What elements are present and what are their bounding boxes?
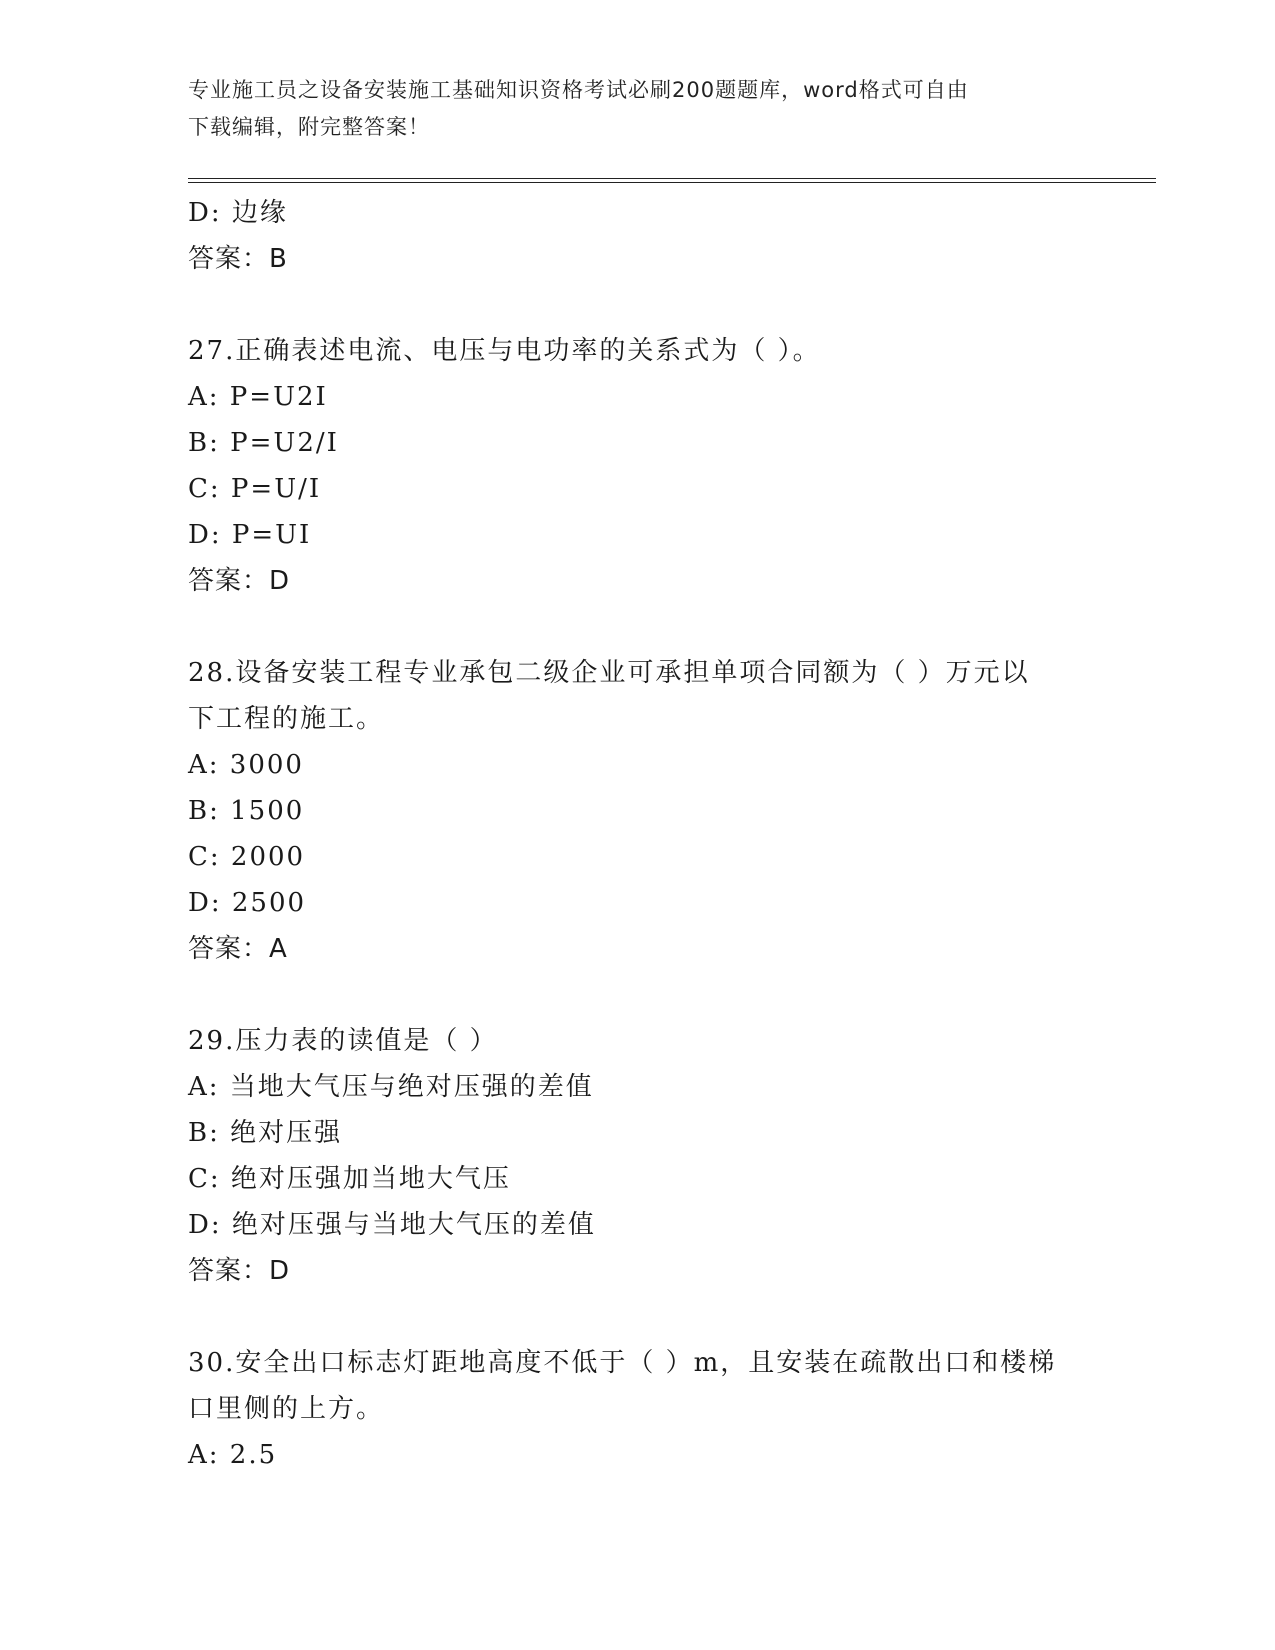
- question-stem-line-1: 30.安全出口标志灯距地高度不低于（ ）m，且安装在疏散出口和楼梯: [188, 1348, 1057, 1378]
- spacer: [188, 604, 1088, 650]
- option-c: C: P=U/I: [188, 474, 322, 504]
- option-d: D: 2500: [188, 888, 307, 918]
- option-b: B: 1500: [188, 796, 305, 826]
- option-d: D: 绝对压强与当地大气压的差值: [188, 1210, 596, 1240]
- option-c: C: 2000: [188, 842, 306, 872]
- option-b: B: 绝对压强: [188, 1118, 343, 1148]
- option-d: D: 边缘: [188, 198, 288, 228]
- option-a: A: 当地大气压与绝对压强的差值: [188, 1072, 594, 1102]
- answer-label: 答案：D: [188, 1256, 291, 1286]
- question-stem-line-2: 口里侧的上方。: [188, 1394, 385, 1424]
- question-stem: 29.压力表的读值是（ ）: [188, 1026, 498, 1056]
- question-28: [188, 650, 1088, 972]
- question-stem-line-2: 下工程的施工。: [188, 704, 385, 734]
- option-b: B: P=U2/I: [188, 428, 339, 458]
- answer-label: 答案：A: [188, 934, 288, 964]
- option-d: D: P=UI: [188, 520, 312, 550]
- question-list: [188, 190, 1088, 1478]
- question-stem-line-1: 28.设备安装工程专业承包二级企业可承担单项合同额为（ ）万元以: [188, 658, 1030, 688]
- option-a: A: P=U2I: [188, 382, 328, 412]
- question-27: [188, 328, 1088, 604]
- option-c: C: 绝对压强加当地大气压: [188, 1164, 511, 1194]
- header-divider: [188, 178, 1156, 183]
- header-title-line-1: 专业施工员之设备安装施工基础知识资格考试必刷200题题库，word格式可自由: [188, 78, 969, 102]
- option-a: A: 2.5: [188, 1440, 278, 1470]
- answer-label: 答案：B: [188, 244, 288, 274]
- answer-label: 答案：D: [188, 566, 291, 596]
- spacer: [188, 282, 1088, 328]
- question-30: [188, 1340, 1088, 1478]
- option-a: A: 3000: [188, 750, 304, 780]
- question-29: [188, 1018, 1088, 1294]
- question-stem: 27.正确表述电流、电压与电功率的关系式为（ ）。: [188, 336, 821, 366]
- spacer: [188, 972, 1088, 1018]
- spacer: [188, 1294, 1088, 1340]
- header-title-line-2: 下载编辑，附完整答案！: [188, 115, 430, 139]
- question-26: [188, 190, 1088, 282]
- page-header: [188, 72, 1088, 146]
